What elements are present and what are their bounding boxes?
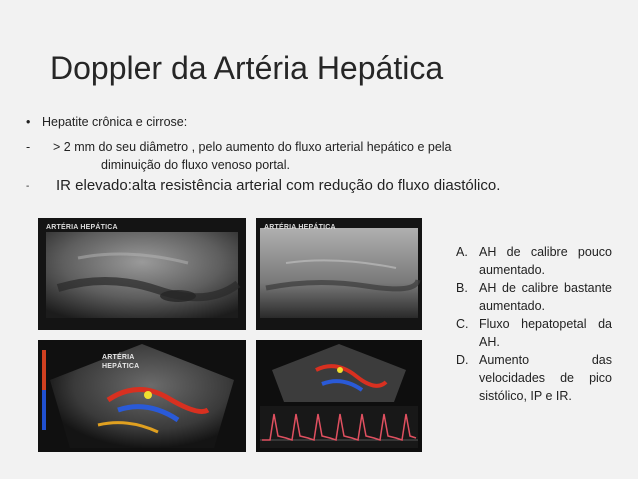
bullet-marker: -: [26, 180, 30, 192]
bullet-marker: -: [26, 140, 31, 154]
ultrasound-image-b: [256, 218, 422, 330]
bullet-text: Hepatite crônica e cirrose:: [42, 115, 188, 129]
legend-item-d: [440, 351, 612, 405]
bullet-ir: [26, 177, 500, 194]
legend-item-b: [440, 279, 612, 315]
legend-letter: A.: [456, 245, 468, 259]
image-label: ARTÉRIA HEPÁTICA: [46, 224, 118, 231]
bullet-diameter: [26, 138, 586, 174]
legend-text: Fluxo hepatopetal da AH.: [479, 317, 612, 349]
doppler-image-c: [38, 340, 246, 452]
legend-item-c: [440, 315, 612, 351]
legend-text: AH de calibre pouco aumentado.: [479, 245, 612, 277]
image-label: ARTÉRIA HEPÁTICA: [264, 224, 336, 231]
legend-text: Aumento das velocidades de pico sistólico, IP e IR.: [479, 353, 612, 403]
ultrasound-image-a: [38, 218, 246, 330]
slide-title: Doppler da Artéria Hepática: [50, 50, 444, 86]
image-label-line-1: ARTÉRIA: [102, 354, 135, 361]
bullet-text: IR elevado:alta resistência arterial com redução do fluxo diastólico.: [56, 177, 501, 194]
doppler-image-d: [256, 340, 422, 452]
bullet-marker: •: [26, 115, 31, 129]
image-label-line-2: HEPÁTICA: [102, 363, 140, 370]
legend-text: AH de calibre bastante aumentado.: [479, 281, 612, 313]
legend-letter: D.: [456, 353, 469, 367]
figure-legend: [440, 243, 612, 405]
bullet-cirrhosis: [26, 115, 187, 129]
legend-item-a: [440, 243, 612, 279]
bullet-text: > 2 mm do seu diâmetro , pelo aumento do fluxo arterial hepático e pela: [53, 140, 452, 154]
legend-letter: B.: [456, 281, 468, 295]
legend-letter: C.: [456, 317, 469, 331]
bullet-text-continuation: diminuição do fluxo venoso portal.: [101, 158, 291, 172]
